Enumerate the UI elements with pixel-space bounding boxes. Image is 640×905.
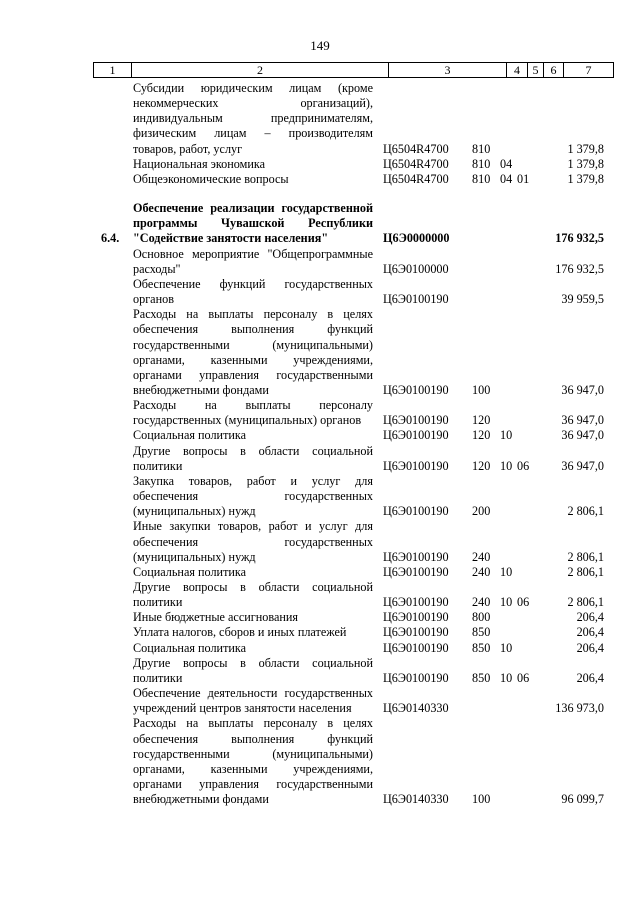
table-row: [0, 656, 640, 686]
target-article-code: Ц6Э0100190: [383, 549, 449, 564]
row-description: Общеэкономические вопросы: [133, 171, 289, 186]
row-amount: 206,4: [576, 670, 604, 685]
target-article-code: Ц6Э0100190: [383, 382, 449, 397]
row-description: Субсидии юридическим лицам (кроме некоммерческих организаций), индивидуальным предпринимателям, физическим лицам – производителям товаров, работ, услуг: [133, 81, 373, 156]
row-amount: 1 379,8: [567, 156, 604, 171]
target-article-code: Ц6Э0100190: [383, 292, 449, 307]
row-description: Расходы на выплаты персоналу в целях обеспечения выполнения функций государственными (муниципальными) органами, казенными учреждениями, органами управления государственными внебюджетными фондами: [133, 716, 373, 807]
header-col-5: 5: [528, 63, 544, 77]
row-description: Уплата налогов, сборов и иных платежей: [133, 625, 347, 640]
section: 10: [500, 640, 513, 655]
row-amount: 1 379,8: [567, 171, 604, 186]
row-amount: 2 806,1: [567, 595, 604, 610]
expense-type: 120: [472, 458, 491, 473]
row-description: Иные бюджетные ассигнования: [133, 610, 299, 625]
row-amount: 36 947,0: [561, 458, 604, 473]
target-article-code: Ц6Э0100000: [383, 261, 449, 276]
target-article-code: Ц6Э0100190: [383, 670, 449, 685]
target-article-code: Ц6504R4700: [383, 171, 449, 186]
row-amount: 176 932,5: [555, 261, 604, 276]
expense-type: 100: [472, 382, 491, 397]
expense-type: 810: [472, 171, 491, 186]
row-description: Национальная экономика: [133, 156, 266, 171]
table-row: [0, 157, 640, 172]
target-article-code: Ц6Э0100190: [383, 595, 449, 610]
table-row: [0, 277, 640, 307]
table-row: [0, 716, 640, 807]
section: 04: [500, 156, 513, 171]
budget-table-body: [0, 81, 640, 807]
table-row: [0, 247, 640, 277]
subsection: 01: [517, 171, 530, 186]
row-amount: 39 959,5: [561, 292, 604, 307]
row-description: Иные закупки товаров, работ и услуг для обеспечения государственных (муниципальных) нужд: [133, 519, 373, 564]
header-col-1: 1: [94, 63, 132, 77]
target-article-code: Ц6504R4700: [383, 141, 449, 156]
row-amount: 136 973,0: [555, 701, 604, 716]
row-amount: 206,4: [576, 640, 604, 655]
expense-type: 240: [472, 549, 491, 564]
row-description: Обеспечение функций государственных органов: [133, 276, 373, 307]
row-description: Социальная политика: [133, 640, 247, 655]
expense-type: 850: [472, 640, 491, 655]
subsection: 06: [517, 595, 530, 610]
section: 10: [500, 458, 513, 473]
table-row: [0, 428, 640, 443]
section: 10: [500, 428, 513, 443]
target-article-code: Ц6Э0100190: [383, 413, 449, 428]
header-col-4: 4: [507, 63, 528, 77]
target-article-code: Ц6Э0140330: [383, 701, 449, 716]
table-row: [0, 474, 640, 519]
table-row: [0, 444, 640, 474]
expense-type: 810: [472, 141, 491, 156]
row-description: Другие вопросы в области социальной политики: [133, 443, 373, 473]
subsection: 06: [517, 458, 530, 473]
row-description: Основное мероприятие "Общепрограммные расходы": [133, 246, 373, 276]
table-row: [0, 307, 640, 398]
expense-type: 120: [472, 428, 491, 443]
expense-type: 100: [472, 792, 491, 807]
target-article-code: Ц6Э0000000: [383, 231, 450, 246]
row-description: Обеспечение реализации государственной программы Чувашской Республики "Содействие занятости населения": [133, 201, 373, 246]
target-article-code: Ц6Э0100190: [383, 640, 449, 655]
target-article-code: Ц6Э0140330: [383, 792, 449, 807]
section: 10: [500, 564, 513, 579]
row-description: Другие вопросы в области социальной политики: [133, 580, 373, 610]
row-amount: 36 947,0: [561, 382, 604, 397]
expense-type: 120: [472, 413, 491, 428]
row-amount: 176 932,5: [555, 231, 604, 246]
row-amount: 36 947,0: [561, 413, 604, 428]
row-description: Обеспечение деятельности государственных учреждений центров занятости населения: [133, 686, 373, 716]
target-article-code: Ц6Э0100190: [383, 504, 449, 519]
table-row: [0, 172, 640, 187]
row-description: Закупка товаров, работ и услуг для обеспечения государственных (муниципальных) нужд: [133, 473, 373, 519]
target-article-code: Ц6Э0100190: [383, 428, 449, 443]
table-row: [0, 81, 640, 157]
table-row: [0, 565, 640, 580]
row-amount: 2 806,1: [567, 564, 604, 579]
expense-type: 850: [472, 670, 491, 685]
table-row: [0, 398, 640, 428]
table-row: [0, 201, 640, 246]
target-article-code: Ц6Э0100190: [383, 610, 449, 625]
table-row: [0, 686, 640, 716]
section: 04: [500, 171, 513, 186]
expense-type: 850: [472, 625, 491, 640]
table-row: [0, 641, 640, 656]
row-description: Другие вопросы в области социальной политики: [133, 655, 373, 685]
row-description: Расходы на выплаты персоналу в целях обеспечения выполнения функций государственными (муниципальными) органами, казенными учреждениями, органами управления государственными внебюджетными фондами: [133, 307, 373, 397]
row-amount: 2 806,1: [567, 549, 604, 564]
target-article-code: Ц6504R4700: [383, 156, 449, 171]
row-amount: 2 806,1: [567, 504, 604, 519]
target-article-code: Ц6Э0100190: [383, 625, 449, 640]
target-article-code: Ц6Э0100190: [383, 458, 449, 473]
expense-type: 240: [472, 595, 491, 610]
table-row: [0, 519, 640, 564]
row-amount: 206,4: [576, 610, 604, 625]
row-amount: 1 379,8: [567, 141, 604, 156]
expense-type: 240: [472, 564, 491, 579]
expense-type: 800: [472, 610, 491, 625]
row-description: Расходы на выплаты персоналу государственных (муниципальных) органов: [133, 398, 373, 428]
subsection: 06: [517, 670, 530, 685]
table-row: [0, 610, 640, 625]
table-row: [0, 625, 640, 640]
header-col-6: 6: [544, 63, 564, 77]
header-col-7: 7: [585, 63, 592, 77]
row-number: 6.4.: [101, 231, 120, 246]
row-amount: 36 947,0: [561, 428, 604, 443]
header-col-2: 2: [132, 63, 389, 77]
table-row: [0, 580, 640, 610]
row-amount: 96 099,7: [561, 792, 604, 807]
header-col-3: 3: [389, 63, 507, 77]
row-description: Социальная политика: [133, 564, 247, 579]
section: 10: [500, 595, 513, 610]
target-article-code: Ц6Э0100190: [383, 564, 449, 579]
expense-type: 810: [472, 156, 491, 171]
row-amount: 206,4: [576, 625, 604, 640]
section: 10: [500, 670, 513, 685]
expense-type: 200: [472, 504, 491, 519]
row-description: Социальная политика: [133, 428, 247, 443]
table-header: [93, 62, 614, 78]
page-number: 149: [310, 38, 330, 53]
